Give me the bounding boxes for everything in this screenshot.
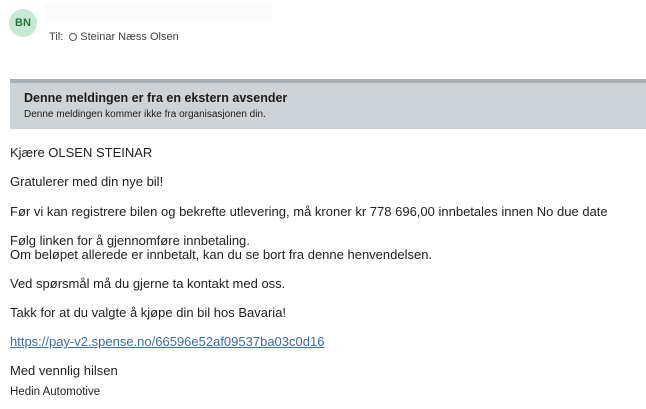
company-signature: Hedin Automotive	[10, 386, 101, 398]
banner-title: Denne meldingen er fra en ekstern avsender	[24, 91, 288, 105]
message-header	[0, 0, 646, 70]
payment-text: Før vi kan registrere bilen og bekrefte utlevering, må kroner kr 778 696,00 innbetales innen No due date	[10, 204, 608, 219]
follow-link-text: Følg linken for å gjennomføre innbetaling.	[10, 233, 250, 248]
external-sender-banner	[10, 79, 646, 129]
banner-subtitle: Denne meldingen kommer ikke fra organisasjonen din.	[24, 109, 266, 120]
greeting: Kjære OLSEN STEINAR	[10, 145, 153, 160]
closing-text: Med vennlig hilsen	[10, 363, 118, 378]
thanks-text: Takk for at du valgte å kjøpe din bil hos Bavaria!	[10, 305, 287, 320]
avatar[interactable]: BN	[9, 9, 37, 37]
payment-link[interactable]: https://pay-v2.spense.no/66596e52af09537ba03c0d16	[10, 334, 325, 349]
questions-text: Ved spørsmål må du gjerne ta kontakt med oss.	[10, 276, 286, 291]
recipient-line	[49, 31, 179, 43]
sender-name-redacted	[44, 3, 272, 23]
to-label: Til:	[49, 31, 64, 43]
presence-icon	[69, 33, 77, 41]
already-paid-text: Om beløpet allerede er innbetalt, kan du se bort fra denne henvendelsen.	[10, 247, 433, 262]
congrats-text: Gratulerer med din nye bil!	[10, 174, 164, 189]
recipient-name[interactable]: Steinar Næss Olsen	[80, 31, 179, 43]
